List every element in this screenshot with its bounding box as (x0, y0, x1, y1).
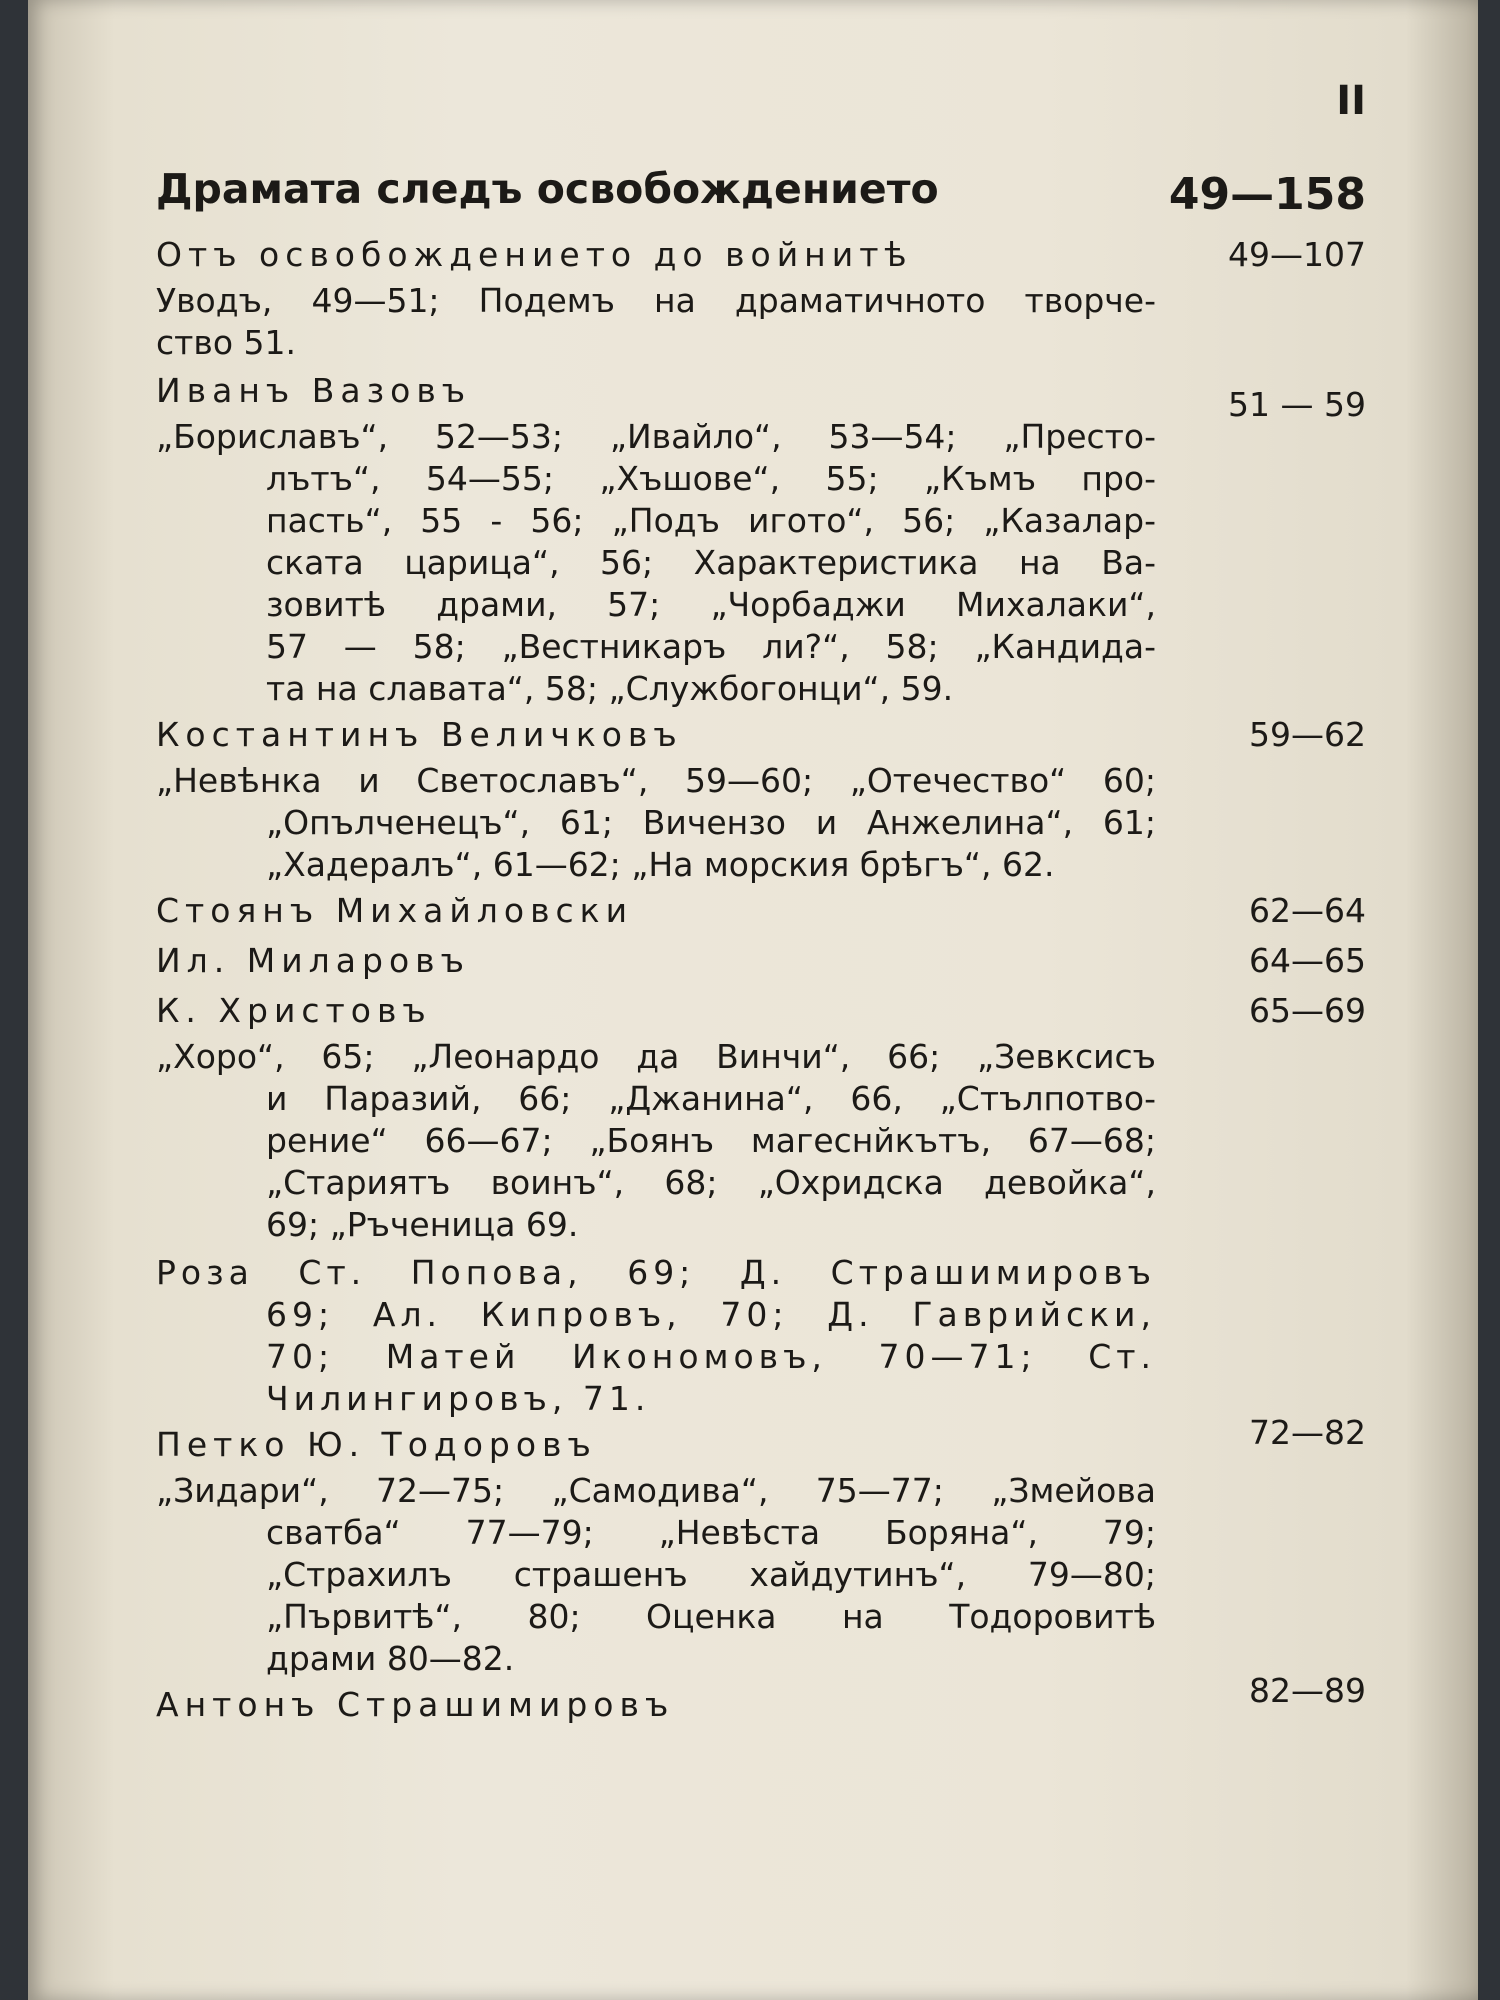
subsection-pages: 49—107 (1228, 235, 1366, 274)
body-line: ската царица“, 56; Характеристика на Ва- (266, 543, 1156, 582)
entry-pages: 62—64 (1249, 891, 1366, 930)
body-line: 57 — 58; „Вестникаръ ли?“, 58; „Кандида- (266, 627, 1156, 666)
body-line: рение“ 66—67; „Боянъ магеснйкътъ, 67—68; (266, 1121, 1156, 1160)
body-line: Чилингировъ, 71. (266, 1379, 651, 1418)
entry-body (156, 760, 1366, 886)
body-line: и Паразий, 66; „Джанина“, 66, „Стълпотво- (266, 1079, 1156, 1118)
entry-pages: 82—89 (1249, 1671, 1366, 1710)
body-line: 70; Матей Икономовъ, 70—71; Ст. (266, 1337, 1156, 1376)
body-line: зовитѣ драми, 57; „Чорбаджи Михалаки“, (266, 585, 1156, 624)
body-line: „Бориславъ“, 52—53; „Ивайло“, 53—54; „Престо- (156, 417, 1156, 456)
body-line: Уводъ, 49—51; Подемъ на драматичното творче- (156, 281, 1156, 320)
body-line: „Хадералъ“, 61—62; „На морския брѣгъ“, 62. (266, 845, 1055, 884)
book-page (28, 0, 1478, 2000)
entry-body (156, 1252, 1366, 1420)
entry-heading (156, 890, 1366, 936)
entry-title: Стоянъ Михайловски (156, 891, 634, 930)
section-heading (156, 165, 1366, 230)
entry-heading (156, 1413, 1366, 1470)
entry-pages: 51 — 59 (1228, 385, 1366, 424)
body-line: „Зидари“, 72—75; „Самодива“, 75—77; „Змейова (156, 1471, 1156, 1510)
entry-body (156, 1036, 1366, 1246)
table-of-contents (156, 80, 1366, 1730)
entry-title: Антонъ Страшимировъ (156, 1685, 675, 1724)
section-title: Драмата следъ освобождението (156, 165, 939, 213)
body-line: 69; „Ръченица 69. (266, 1205, 579, 1244)
entry-pages: 59—62 (1249, 715, 1366, 754)
body-line: та на славата“, 58; „Службогонци“, 59. (266, 669, 954, 708)
subsection-heading (156, 234, 1366, 280)
body-line: „Невѣнка и Светославъ“, 59—60; „Отечество“ 60; (156, 761, 1156, 800)
body-line: „Опълченецъ“, 61; Вичензо и Анжелина“, 61; (266, 803, 1156, 842)
body-line: драми 80—82. (266, 1639, 515, 1678)
entry-pages: 65—69 (1249, 991, 1366, 1030)
entry-heading (156, 714, 1366, 760)
section-pages: 49—158 (1168, 169, 1366, 220)
body-line: „Първитѣ“, 80; Оценка на Тодоровитѣ (266, 1597, 1156, 1636)
entry-title: Иванъ Вазовъ (156, 371, 472, 410)
entry-title: Ил. Миларовъ (156, 941, 470, 980)
entry-title: Петко Ю. Тодоровъ (156, 1425, 597, 1464)
entry-body (156, 1470, 1366, 1680)
body-line: ство 51. (156, 323, 296, 362)
page-number: II (1336, 78, 1366, 124)
entry-pages: 64—65 (1249, 941, 1366, 980)
entry-heading (156, 990, 1366, 1036)
entry-title: К. Христовъ (156, 991, 432, 1030)
entry-title: Костантинъ Величковъ (156, 715, 683, 754)
body-line: „Стариятъ воинъ“, 68; „Охридска девойка“, (266, 1163, 1156, 1202)
body-line: „Хоро“, 65; „Леонардо да Винчи“, 66; „Зевксисъ (156, 1037, 1156, 1076)
entry-heading (156, 370, 1366, 424)
entry-heading (156, 1671, 1366, 1730)
body-line: Роза Ст. Попова, 69; Д. Страшимировъ (156, 1253, 1156, 1292)
body-line: пасть“, 55 - 56; „Подъ игото“, 56; „Казалар- (266, 501, 1156, 540)
entry-heading (156, 940, 1366, 986)
body-line: 69; Ал. Кипровъ, 70; Д. Гаврийски, (266, 1295, 1156, 1334)
body-line: „Страхилъ страшенъ хайдутинъ“, 79—80; (266, 1555, 1156, 1594)
entry-body (156, 416, 1366, 710)
subsection-body (156, 280, 1366, 364)
body-line: сватба“ 77—79; „Невѣста Боряна“, 79; (266, 1513, 1156, 1552)
subsection-title: Отъ освобождението до войнитѣ (156, 235, 913, 274)
entry-pages: 72—82 (1249, 1413, 1366, 1452)
body-line: лътъ“, 54—55; „Хъшове“, 55; „Къмъ про- (266, 459, 1156, 498)
